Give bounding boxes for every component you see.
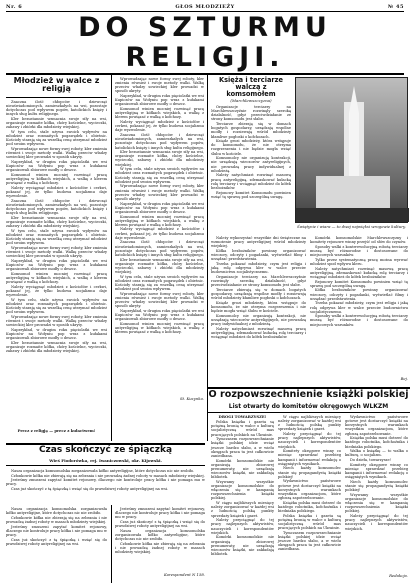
paragraph: Komórki komsomolskie Marchlewszczyzny i komitety rejonowe winny przejść od słów do czynów. xyxy=(310,236,408,245)
paragraph: Komsomoł winien mocniej rozwinąć pracę antyreligijną w kółkach wiejskich, a walkę z klerem powiązać z walką o kołchozy. xyxy=(115,107,204,120)
paragraph: Polska książka i gazeta są potężną bronią w walce o kulturę socjalistyczną wśród mas pracujących polskich na Ukrainie. xyxy=(278,513,341,531)
paragraph: Komsomolcy nie organizują kontrakcji, nie urządzają wieczorów antyreligijnych, nie prowadzą pracy indywidualnej z młodzieżą. xyxy=(211,156,291,173)
paragraph: Jesteśmy zmuszeni zapytać komitet rejonowy, dlaczego nie kontroluje pracy kółka i nie pomaga mu w pracy. xyxy=(115,507,205,520)
photo-caption: Świątynie i wiara — to dwaj najwięksi wrogowie kultury. xyxy=(297,224,406,229)
paragraph: Ksiądz grozi młodzieży, która wstępuje do komsomołu, że nie otrzyma rozgrzeszenia i nie będzie mogła wziąć ślubu w kościele. xyxy=(211,139,291,156)
paragraph: Naprzykład, w drugim roku pięciolatki we wsi Kupiczów na Wołyniu pop wraz z kułakami organizowali zbiorowe modły o deszcz. xyxy=(6,159,107,173)
divider xyxy=(6,465,205,466)
paragraph: Terciarze zbierają się w domach bogatych gospodarzy, urządzają wspólne modły i rozsiewają wśród młodzieży kłamliwe pogłoski o kołchozach. xyxy=(211,287,306,301)
page-number: № 45 xyxy=(387,4,404,10)
paragraph: Wzywamy wszystkie organizacje komsomolskie do włączenia się w kampanię rozpowszechnienia książki polskiej. xyxy=(345,492,408,514)
paragraph: Należy wykorzystać wszystkie dni świąteczne na wzmożenie pracy antyreligijnej wśród młodzieży wiejskiej. xyxy=(211,236,306,249)
paragraph: Książka polska musi dotrzeć do każdego robotnika, kołchoźnika i biedniaka polskiego. xyxy=(345,436,408,449)
paragraph: Organizacje terciarzy na Marchlewszczyźnie rozwinęły szeroką działalność, gdyż przeciwdziałanie ze strony komsomołu jest słabe. xyxy=(211,274,306,288)
paragraph: Wprowadzając nowe formy swej roboty, kler zmienia również i swoje metody walki. Walkę przeciw władzy sowieckiej kler prowadzi w sposób ukryty. xyxy=(6,315,107,328)
divider xyxy=(6,97,107,98)
paragraph: Wprowadzając nowe formy swej roboty, kler zmienia również i swoje metody walki. Walkę przeciw władzy sowieckiej kler prowadzi w sposób ukryty. xyxy=(6,147,107,160)
article-antireligious-work-cont xyxy=(310,236,408,376)
paragraph: Czas już skończyć z tą śpiączką i wziąć się do prawdziwej roboty antyreligijnej na wsi. xyxy=(11,487,169,492)
paragraph: Nasza organizacja komsomolska zorganizowała kółko antyreligijne, które dotychczas nic nie zrobiło. xyxy=(115,528,205,542)
paragraph: Komsomoł winien mocniej rozwinąć pracę antyreligijną w kółkach wiejskich, a walkę z klerem powiązać z walką o kołchozy. xyxy=(6,172,107,186)
paragraph: Naprzykład, w drugim roku pięciolatki we wsi Kupiczów na Wołyniu pop wraz z kułakami organizowali zbiorowe modły o deszcz. xyxy=(115,308,204,322)
paragraph: Członkowie kółka nie zbierają się na zebrania i nie prowadzą żadnej roboty w masach młodzieży wiejskiej. xyxy=(11,473,205,478)
paragraph: Komsomoł winien mocniej rozwinąć pracę antyreligijną w kółkach wiejskich, a walkę z klerem powiązać z walką o kołchozy. xyxy=(115,214,204,227)
article-subtitle: (Marchlewszczyzna) xyxy=(230,97,272,103)
paragraph: Znaczna ilość chłopców i dziewcząt nieuświadomionych, zamieszkałych na wsi, pozostaje dotychczas pod wpływem popów, katolickich księży i innych sług kultu religijnego. xyxy=(115,240,204,257)
paragraph: Wydawnictwo państwowe gotowe jest dostarczyć książki na korzystnych warunkach wszystkim organizacjom, które zgłoszą zapotrzebowanie. xyxy=(345,415,408,436)
article-books-col1 xyxy=(211,415,274,581)
article-title: Młodzież w walce z religją xyxy=(13,76,100,94)
paragraph: Sposoby walki z kontrrewolucyjną robotą terciarzy muszą być różnorodne i dostosowane do miejscowych warunków. xyxy=(310,314,408,327)
article-title: Księża i terciarze walczą z komsomołem xyxy=(219,76,283,98)
paragraph: Wydawnictwo państwowe gotowe jest dostarczyć książki na korzystnych warunkach wszystkim organizacjom, które zgłoszą zapotrzebowanie. xyxy=(278,479,341,500)
article-books-col3 xyxy=(345,415,408,573)
article-title-sleep: Czas skończyć ze śpiączką xyxy=(38,445,173,455)
paragraph: Czas już skończyć z tą śpiączką i wziąć się do prawdziwej roboty antyreligijnej na wsi. xyxy=(115,519,205,529)
paragraph: Należy wyciągnąć młodzież z kościołów i cerkwi, pokazać jej, że tylko budowa socjalizmu daje wyzwolenie. xyxy=(115,120,204,133)
paragraph: Organizacje terciarzy na Marchlewszczyźnie rozwinęły szeroką działalność, gdyż przeciwdziałanie ze strony komsomołu jest słabe. xyxy=(211,104,291,122)
paragraph: Komsomoł winien mocniej rozwinąć pracę antyreligijną w kółkach wiejskich, a walkę z klerem powiązać z walką o kołchozy. xyxy=(115,321,204,335)
paragraph: Wzywamy wszystkie organizacje komsomolskie do włączenia się w kampanię rozpowszechnienia książki polskiej. xyxy=(211,479,274,501)
article-books-col2 xyxy=(278,415,341,581)
paragraph: Należy natychmiast rozwinąć masową pracę antyreligijną, zdemaskować kułacką rolę terciarzy i wciągnąć młodzież do kółek bezbożników. xyxy=(211,326,306,340)
paragraph: Komsomoł winien mocniej rozwinąć pracę antyreligijną w kółkach wiejskich, a walkę z klerem powiązać z walką o kołchozy. xyxy=(6,272,107,285)
page-header xyxy=(6,4,404,12)
paragraph: Naprzykład, w drugim roku pięciolatki we wsi Kupiczów na Wołyniu pop wraz z kułakami organizowali zbiorowe modły o deszcz. xyxy=(115,201,204,214)
paragraph: Walka o książkę — to walka o kulturę, o socjalizm. xyxy=(345,449,408,458)
main-headline: DO SZTURMU RELIGJI. xyxy=(6,13,404,75)
paragraph: W tym celu, stale używa swoich wpływów na młodzież oraz rozmaitych pogawędek i obietnic. Kościoły starają się za wszelką cenę utrzymać młodzież pod swoim wpływem. xyxy=(115,274,204,292)
paragraph: Należy wyciągnąć młodzież z kościołów i cerkwi, pokazać jej, że tylko budowa socjalizmu daje wyzwolenie. xyxy=(6,285,107,298)
article-sleep-col2 xyxy=(115,507,205,571)
paragraph: Należy wyciągnąć młodzież z kościołów i cerkwi, pokazać jej, że tylko budowa socjalizmu daje wyzwolenie. xyxy=(115,227,204,240)
article-signature: St. Kuzynko. xyxy=(179,396,204,401)
article-subtitle-books: List otwarty do komitetów okręgowych WLKZM xyxy=(228,403,389,410)
paragraph: Sposoby walki z kontrrewolucyjną robotą terciarzy muszą być różnorodne i dostosowane do miejscowych warunków. xyxy=(310,244,408,258)
paragraph: Członkowie kółka nie zbierają się na zebrania i nie prowadzą żadnej roboty w masach młodzieży wiejskiej. xyxy=(6,515,107,524)
paragraph: Niech każdy komsomolec stanie się propagandystą książki polskiej! xyxy=(345,479,408,493)
article-youth-vs-religion-cont xyxy=(115,77,204,395)
paragraph: Naprzykład, w drugim roku pięciolatki we wsi Kupiczów na Wołyniu pop wraz z kułakami organizowali zbiorowe modły o deszcz. xyxy=(6,328,107,341)
paragraph: W ciągu najbliższych miesięcy należy zorganizować w każdej wsi z ludnością polską punkty sprzedaży książek i gazet. xyxy=(278,415,341,432)
paragraph: Jesteśmy zmuszeni zapytać komitet rejonowy, dlaczego nie kontroluje pracy kółka i nie pomaga mu w pracy. xyxy=(6,524,107,537)
paragraph: Należy wyciągnąć młodzież z kościołów i cerkwi, pokazać jej, że tylko budowa socjalizmu daje wyzwolenie. xyxy=(6,185,107,199)
paragraph: W tym celu, stale używa swoich wpływów na młodzież oraz rozmaitych pogawędek i obietnic. Kościoły starają się za wszelką cenę utrzymać młodzież pod swoim wpływem. xyxy=(6,297,107,315)
paragraph: Należy przyciągnąć do tej pracy najlepszych aktywistów, nauczycieli i korespondentów wiejskich. xyxy=(345,514,408,531)
paragraph: Komsomolcy nie organizują kontrakcji, nie urządzają wieczorów antyreligijnych, nie prowadzą pracy indywidualnej z młodzieżą. xyxy=(211,313,306,327)
paragraph: Nasza organizacja komsomolska zorganizowała kółko antyreligijne, które dotychczas nic nie zrobiło. xyxy=(6,507,107,516)
paragraph: Książka polska musi dotrzeć do każdego robotnika, kołchoźnika i biedniaka polskiego. xyxy=(278,500,341,513)
paragraph: Wprowadzając nowe formy swej roboty, kler zmienia również i swoje metody walki. Walkę przeciw władzy sowieckiej kler prowadzi w sposób ukryty. xyxy=(6,246,107,259)
paragraph: Członkowie kółka nie zbierają się na zebrania i nie prowadzą żadnej roboty w masach młodzieży wiejskiej. xyxy=(115,541,205,555)
paragraph: Znaczna ilość chłopców i dziewcząt nieuświadomionych, zamieszkałych na wsi, pozostaje dotychczas pod wpływem popów, katolickich księży i innych sług kultu religijnego. xyxy=(6,99,107,117)
paragraph: Należy przyciągnąć do tej pracy najlepszych aktywistów, nauczycieli i korespondentów wiejskich. xyxy=(211,518,274,535)
paragraph: Trzeba pokazać młodzieży, czym jest religja i jaką rolę odgrywa kler w walce przeciw budownictwu socjalistycznemu. xyxy=(211,261,306,275)
paragraph: W ciągu najbliższych miesięcy należy zorganizować w każdej wsi z ludnością polską punkty sprzedaży książek i gazet. xyxy=(211,501,274,518)
article-antireligious-work xyxy=(211,236,306,384)
page-body xyxy=(6,75,409,583)
paragraph: Należy natychmiast rozwinąć masową pracę antyreligijną, zdemaskować kułacką rolę terciarzy i wciągnąć młodzież do kółek bezbożników. xyxy=(310,266,408,279)
paragraph: W tym celu, stale używa swoich wpływów na młodzież oraz rozmaitych pogawędek i obietnic. Kościoły starają się za wszelką cenę utrzymać młodzież pod swoim wpływem. xyxy=(6,228,107,246)
article-subtitle-sleep: Wieś Fiodorówka, rej. Iwaniczowski, okr. Kijowski. xyxy=(49,458,162,463)
paragraph: Komitety okręgowe winny co miesiąc sprawdzać przebieg kampanii i informować redakcję o osiągniętych wynikach. xyxy=(278,449,341,466)
paragraph: Rejonowy komitet Komsomołu powinien wziąć tę sprawę pod szczególną uwagę. xyxy=(211,190,291,199)
article-signature: Korespondent N 158. xyxy=(163,572,205,577)
paragraph: Tymczasem rozpowszechnianie książki polskiej idzie wciąż jeszcze bardzo słabo, a w wielu okręgach praca ta jest całkowicie zaniedbana. xyxy=(278,530,341,552)
article-priests-vs-komsomol xyxy=(211,77,291,232)
paragraph: Kler bezustannie wzmacnia swoje siły na wsi, organizuje rozmaite kółka, chóry kościelne, wycieczki, zabawy i zbiórki dla młodzieży wiejskiej. xyxy=(6,116,107,130)
paragraph: Komórki komsomolskie nie organizują zbiorowej prenumeraty, nie urządzają wieczorów książki, nie zakładają bibliotek. xyxy=(211,535,274,556)
paragraph: Nasza organizacja komsomolska zorganizowała kółko antyreligijne, które dotychczas nic nie zrobiło. xyxy=(11,469,195,473)
paragraph: Polska książka i gazeta są potężną bronią w walce o kulturę socjalistyczną wśród mas pracujących polskich na Ukrainie. xyxy=(211,420,274,437)
paragraph: Tylko przez systematyczną pracę można wyrwać młodzież spod wpływu kleru. xyxy=(310,257,408,266)
divider xyxy=(207,412,410,413)
paragraph: Kółka bezbożników powinny organizować wieczory, odczyty i pogadanki, wyświetlać filmy i urządzać przedstawienia. xyxy=(310,288,408,301)
paragraph: Znaczna ilość chłopców i dziewcząt nieuświadomionych, zamieszkałych na wsi, pozostaje dotychczas pod wpływem popów, katolickich księży i innych sług kultu religijnego. xyxy=(115,133,204,150)
paragraph: Wprowadzając nowe formy swej roboty, kler zmienia również i swoje metody walki. Walkę przeciw władzy sowieckiej kler prowadzi w sposób ukryty. xyxy=(115,291,204,309)
article-lead: DROGI TOWARZYSZE! xyxy=(218,414,267,419)
article-signature: Bej. xyxy=(400,376,408,381)
paper-name: GŁOS MŁODZIEŻY xyxy=(175,4,235,10)
paragraph: Kler bezustannie wzmacnia swoje siły na wsi, organizuje rozmaite kółka, chóry kościelne, wycieczki, zabawy i zbiórki dla młodzieży wiejskiej. xyxy=(115,150,204,167)
article-signature: Redakcja. xyxy=(389,573,408,578)
paragraph: Niech każdy komsomolec stanie się propagandystą książki polskiej! xyxy=(278,466,341,479)
paragraph: Terciarze zbierają się w domach bogatych gospodarzy, urządzają wspólne modły i rozsiewają wśród młodzieży kłamliwe pogłoski o kołchozach. xyxy=(211,122,291,139)
paragraph: Wprowadzając nowe formy swej roboty, kler zmienia również i swoje metody walki. Walkę przeciw władzy sowieckiej kler prowadzi w sposób ukryty. xyxy=(115,77,204,94)
article-sleep-intro xyxy=(6,469,205,505)
paragraph: Czas już skończyć z tą śpiączką i wziąć się do prawdziwej roboty antyreligijnej na wsi. xyxy=(6,537,107,546)
article-title-books: O rozpowszechnienie książki polskiej xyxy=(208,389,409,400)
paragraph: Należy natychmiast rozwinąć masową pracę antyreligijną, zdemaskować kułacką rolę terciarzy i wciągnąć młodzież do kółek bezbożników. xyxy=(211,173,291,190)
paragraph: Naprzykład, w drugim roku pięciolatki we wsi Kupiczów na Wołyniu pop wraz z kułakami organizowali zbiorowe modły o deszcz. xyxy=(6,259,107,272)
paragraph: Naprzykład, w drugim roku pięciolatki we wsi Kupiczów na Wołyniu pop wraz z kułakami organizowali zbiorowe modły o deszcz. xyxy=(115,94,204,107)
article-slogan: Precz z religją — precz z kułactwem! xyxy=(17,428,96,433)
paragraph: Do dzieła, towarzysze! xyxy=(350,458,392,463)
paragraph: W tym celu, stale używa swoich wpływów na młodzież oraz rozmaitych pogawędek i obietnic. Kościoły starają się za wszelką cenę utrzymać młodzież pod swoim wpływem. xyxy=(6,129,107,147)
church-photo xyxy=(295,77,408,223)
paragraph: Kler bezustannie wzmacnia swoje siły na wsi, organizuje rozmaite kółka, chóry kościelne, wycieczki, zabawy i zbiórki dla młodzieży wiejskiej. xyxy=(6,341,107,354)
paragraph: Jesteśmy zmuszeni zapytać komitet rejonowy, dlaczego nie kontroluje pracy kółka i nie pomaga mu w pracy. xyxy=(6,478,205,487)
paragraph: Komitety okręgowe winny co miesiąc sprawdzać przebieg kampanii i informować redakcję o osiągniętych wynikach. xyxy=(345,462,408,480)
column-divider xyxy=(111,75,112,441)
paragraph: Kler bezustannie wzmacnia swoje siły na wsi, organizuje rozmaite kółka, chóry kościelne, wycieczki, zabawy i zbiórki dla młodzieży wiejskiej. xyxy=(115,257,204,275)
paragraph: Znaczna ilość chłopców i dziewcząt nieuświadomionych, zamieszkałych na wsi, pozostaje dotychczas pod wpływem popów, katolickich księży i innych sług kultu religijnego. xyxy=(6,198,107,216)
paragraph: Kółka bezbożników powinny organizować wieczory, odczyty i pogadanki, wyświetlać filmy i urządzać przedstawienia. xyxy=(211,248,306,262)
article-youth-vs-religion xyxy=(6,77,107,427)
paragraph: Komórki komsomolskie nie organizują zbiorowej prenumeraty, nie urządzają wieczorów książki, nie zakładają bibliotek. xyxy=(211,458,274,480)
paragraph: Rejonowy komitet Komsomołu powinien wziąć tę sprawę pod szczególną uwagę. xyxy=(310,279,408,288)
paragraph: Tymczasem rozpowszechnianie książki polskiej idzie wciąż jeszcze bardzo słabo, a w wielu okręgach praca ta jest całkowicie zaniedbana. xyxy=(211,437,274,458)
paragraph: Należy przyciągnąć do tej pracy najlepszych aktywistów, nauczycieli i korespondentów wiejskich. xyxy=(278,432,341,449)
paragraph: W tym celu, stale używa swoich wpływów na młodzież oraz rozmaitych pogawędek i obietnic. Kościoły starają się za wszelką cenę utrzymać młodzież pod swoim wpływem. xyxy=(115,167,204,184)
article-sleep-col1 xyxy=(6,507,107,581)
paragraph: Kler bezustannie wzmacnia swoje siły na wsi, organizuje rozmaite kółka, chóry kościelne, wycieczki, zabawy i zbiórki dla młodzieży wiejskiej. xyxy=(6,216,107,229)
photo-ground xyxy=(296,208,409,222)
issue-number: Nr. 6 xyxy=(6,4,23,10)
paragraph: Trzeba pokazać młodzieży, czym jest religja i jaką rolę odgrywa kler w walce przeciw budownictwu socjalistycznemu. xyxy=(310,301,408,314)
paragraph: Ksiądz grozi młodzieży, która wstępuje do komsomołu, że nie otrzyma rozgrzeszenia i nie będzie mogła wziąć ślubu w kościele. xyxy=(211,300,306,314)
paragraph: Wprowadzając nowe formy swej roboty, kler zmienia również i swoje metody walki. Walkę przeciw władzy sowieckiej kler prowadzi w sposób ukryty. xyxy=(115,184,204,201)
column-divider xyxy=(111,505,112,583)
